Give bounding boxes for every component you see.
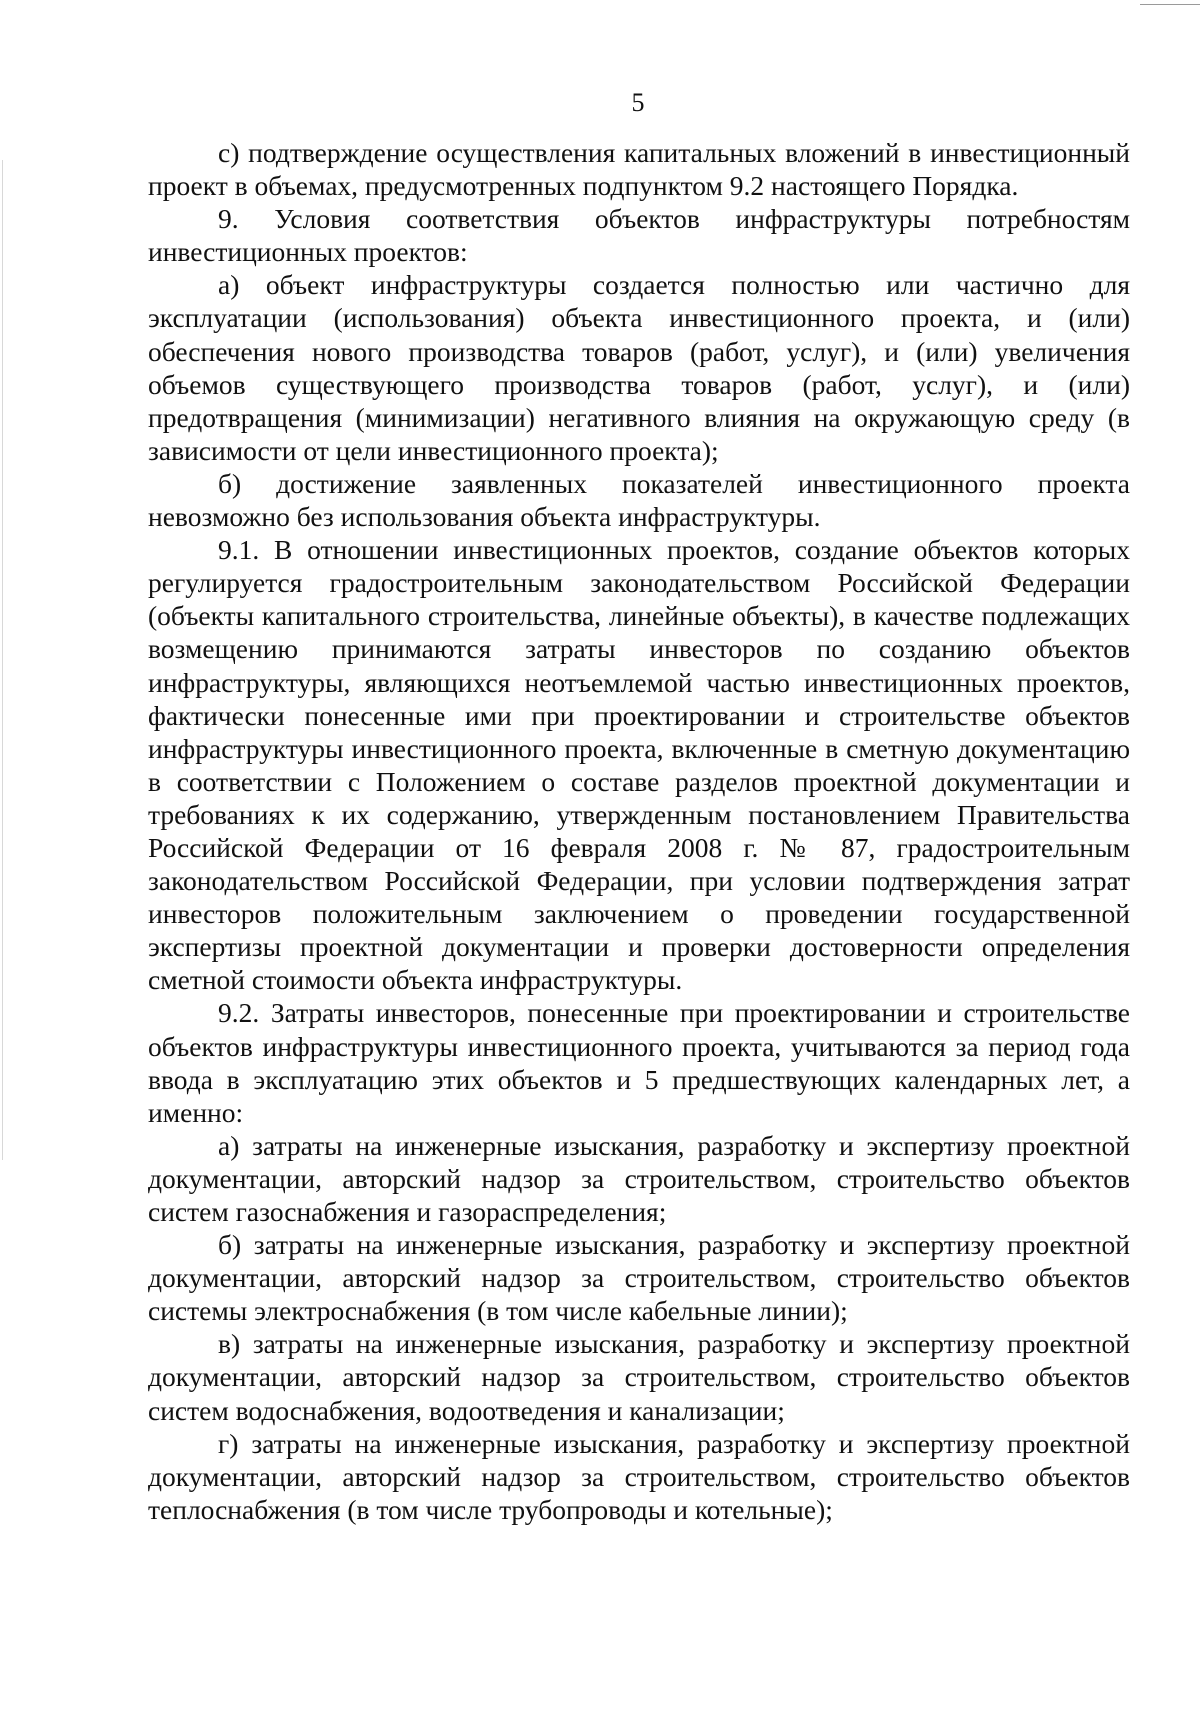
paragraph-9-2: 9.2. Затраты инвесторов, понесенные при проектировании и строительстве объектов инфраструктуры инвестиционного проекта, учитываются за период года ввода в эксплуатацию этих объектов и 5 предшествующих календарных лет, а именно: (148, 997, 1130, 1128)
paragraph-9-2-b: б) затраты на инженерные изыскания, разработку и экспертизу проектной документации, авторский надзор за строительством, строительство объектов системы электроснабжения (в том числе кабельные линии); (148, 1229, 1130, 1327)
paragraph-9-2-g: г) затраты на инженерные изыскания, разработку и экспертизу проектной документации, авторский надзор за строительством, строительство объектов теплоснабжения (в том числе трубопроводы и котельные); (148, 1427, 1130, 1525)
scan-artifact (2, 160, 3, 1160)
paragraph-c-confirmation: с) подтверждение осуществления капитальных вложений в инвестиционный проект в объемах, предусмотренных подпунктом 9.2 настоящего Порядка. (148, 137, 1130, 202)
paragraph-9-2-v: в) затраты на инженерные изыскания, разработку и экспертизу проектной документации, авторский надзор за строительством, строительство объектов систем водоснабжения, водоотведения и канализации; (148, 1328, 1130, 1426)
document-body (148, 136, 1130, 1526)
paragraph-9-1: 9.1. В отношении инвестиционных проектов, создание объектов которых регулируется градостроительным законодательством Российской Федерации (объекты капитального строительства, линейные объекты), в качестве подлежащих возмещению принимаются затраты инвесторов по созданию объектов инфраструктуры, являющихся неотъемлемой частью инвестиционных проектов, фактически понесенные ими при проектировании и строительстве объектов инфраструктуры инвестиционного проекта, включенные в сметную документацию в соответствии с Положением о составе разделов проектной документации и требованиях к их содержанию, утвержденным постановлением Правительства Российской Федерации от 16 февраля 2008 г. № 87, градостроительным законодательством Российской Федерации, при условии подтверждения затрат инвесторов положительным заключением о проведении государственной экспертизы проектной документации и проверки достоверности определения сметной стоимости объекта инфраструктуры. (148, 534, 1130, 996)
paragraph-9-conditions: 9. Условия соответствия объектов инфраструктуры потребностям инвестиционных проектов: (148, 203, 1130, 268)
paragraph-9-2-a: а) затраты на инженерные изыскания, разработку и экспертизу проектной документации, авторский надзор за строительством, строительство объектов систем газоснабжения и газораспределения; (148, 1129, 1130, 1227)
paragraph-9b: б) достижение заявленных показателей инвестиционного проекта невозможно без использования объекта инфраструктуры. (148, 467, 1130, 533)
paragraph-9a: а) объект инфраструктуры создается полностью или частично для эксплуатации (использования) объекта инвестиционного проекта, и (или) обеспечения нового производства товаров (работ, услуг), и (или) увеличения объемов существующего производства товаров (работ, услуг), и (или) предотвращения (минимизации) негативного влияния на окружающую среду (в зависимости от цели инвестиционного проекта); (148, 269, 1130, 466)
scan-artifact (1140, 4, 1200, 5)
page-number: 5 (631, 88, 645, 117)
